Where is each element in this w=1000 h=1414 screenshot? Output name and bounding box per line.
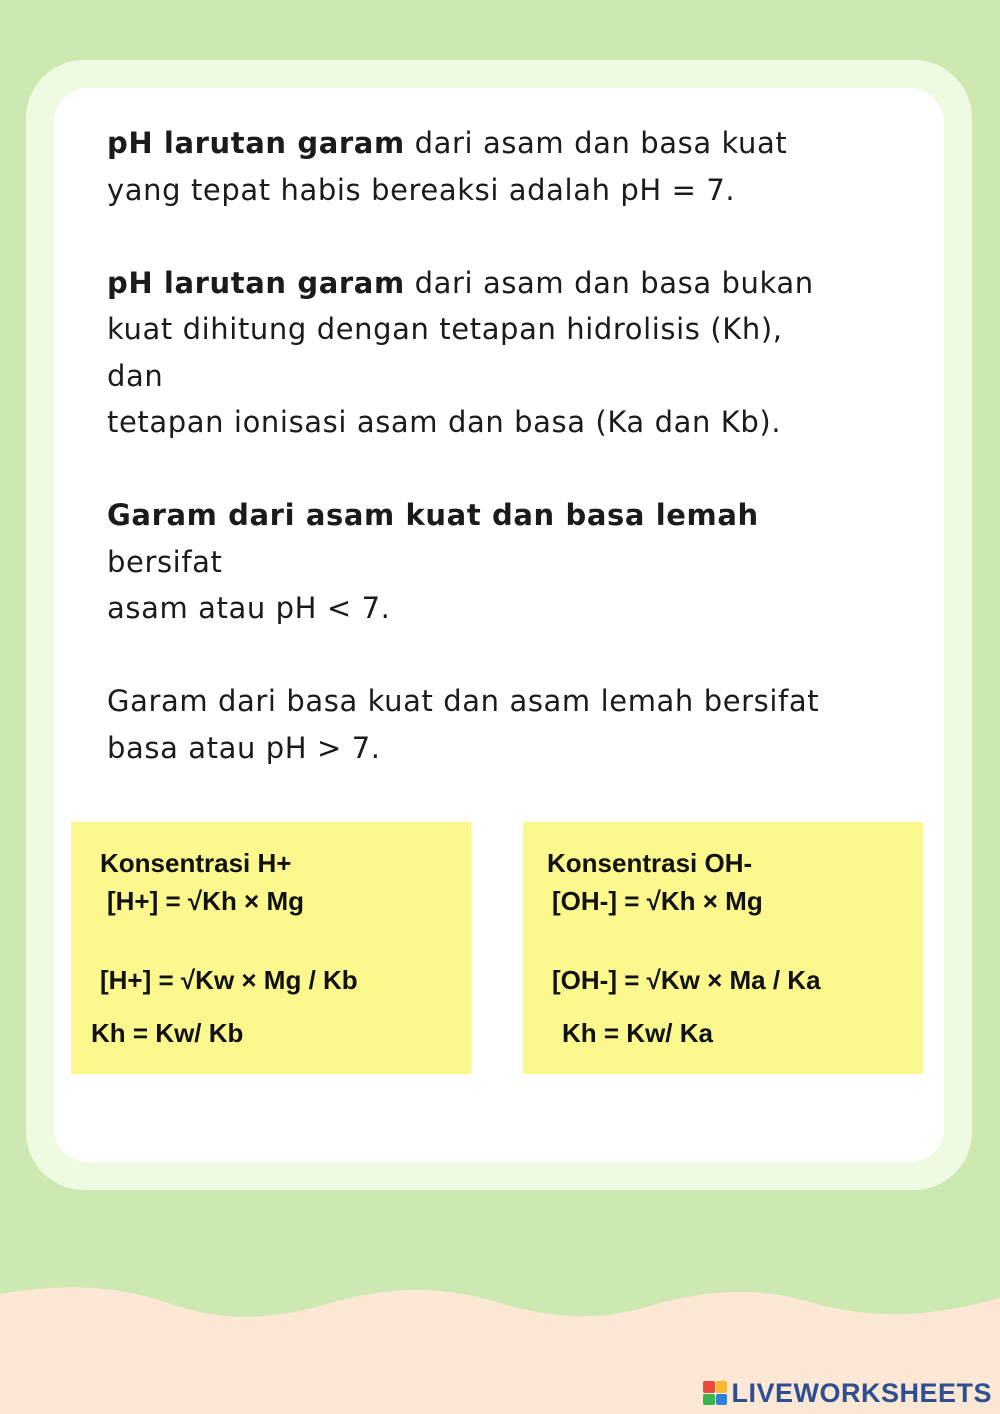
brand-logo[interactable] (703, 1378, 992, 1408)
formula-h-1: [H+] = √Kh × Mg (107, 886, 305, 916)
paragraph-2 (107, 260, 867, 446)
paragraph-1-bold: pH larutan garam (107, 126, 405, 160)
paragraph-1-line-2: yang tepat habis bereaksi adalah pH = 7. (107, 172, 736, 207)
paragraph-2-rest: dari asam dan basa bukan (404, 265, 814, 300)
paragraph-3-line-2: bersifat (107, 544, 223, 579)
paragraph-3-line-3: asam atau pH < 7. (107, 591, 391, 625)
liveworksheets-icon (703, 1381, 727, 1405)
formula-h-3: Kh = Kw/ Kb (91, 1018, 244, 1048)
paragraph-2-line-4: tetapan ionisasi asam dan basa (Ka dan Kb). (107, 405, 782, 439)
paragraph-1-rest: dari asam dan basa kuat (404, 126, 788, 160)
paragraph-4 (107, 678, 867, 771)
paragraph-2-line-3: dan (107, 358, 164, 393)
paragraph-2-bold: pH larutan garam (107, 265, 405, 300)
brand-name: LIVEWORKSHEETS (731, 1377, 992, 1408)
formula-box-oh-title: Konsentrasi OH- (547, 848, 753, 878)
paragraph-4-line-1: Garam dari basa kuat dan asam lemah bersifat (107, 684, 820, 718)
paragraph-3-bold: Garam dari asam kuat dan basa lemah (107, 498, 759, 532)
paragraph-3 (107, 492, 867, 632)
text-block (107, 120, 867, 818)
formula-box-h-title: Konsentrasi H+ (100, 848, 292, 878)
formula-box-oh (523, 822, 923, 1074)
formula-h-2: [H+] = √Kw × Mg / Kb (100, 965, 358, 995)
paragraph-1 (107, 120, 867, 213)
formula-box-h (71, 822, 471, 1074)
formula-oh-2: [OH-] = √Kw × Ma / Ka (552, 965, 821, 995)
paragraph-2-line-2: kuat dihitung dengan tetapan hidrolisis (Kh), (107, 312, 783, 346)
paragraph-4-line-2: basa atau pH > 7. (107, 730, 381, 765)
formula-oh-3: Kh = Kw/ Ka (562, 1018, 713, 1048)
formula-oh-1: [OH-] = √Kh × Mg (552, 886, 763, 916)
